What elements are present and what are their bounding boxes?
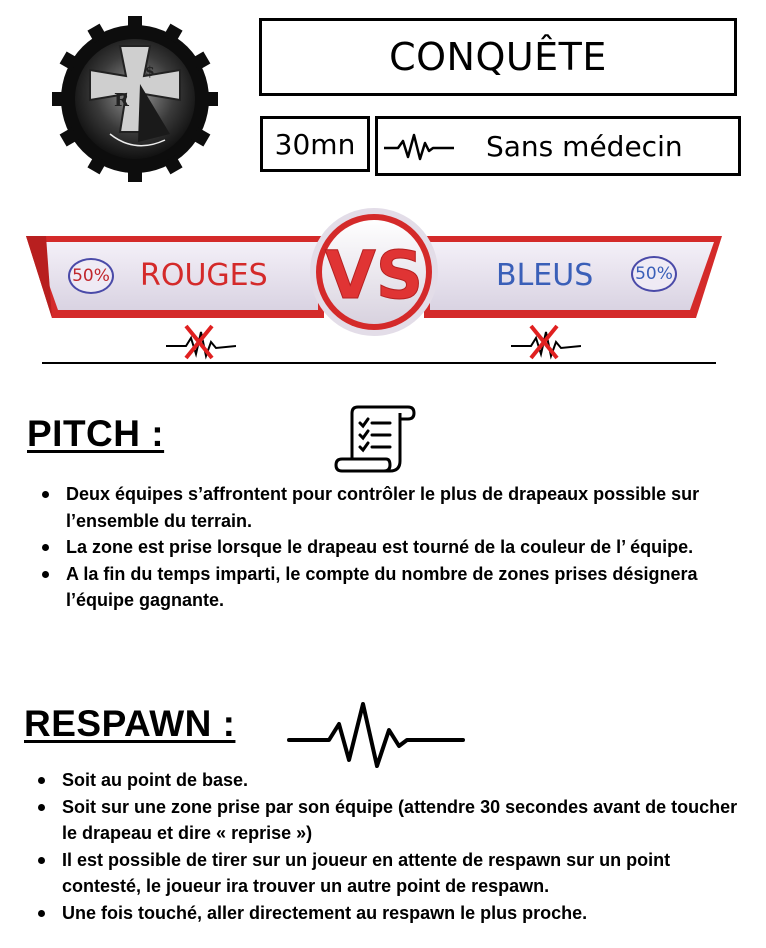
medic-rule-box <box>375 116 741 176</box>
list-item: Il est possible de tirer sur un joueur en attente de respawn sur un point contesté, le joueur ira trouver un autre point de respawn. <box>36 847 746 900</box>
game-mode-title: CONQUÊTE <box>259 18 737 96</box>
list-item: Soit au point de base. <box>36 767 746 794</box>
divider <box>42 362 716 364</box>
svg-text:R: R <box>114 90 129 111</box>
no-medic-icon <box>511 320 581 364</box>
team-red-label: ROUGES <box>140 258 268 293</box>
list-item: La zone est prise lorsque le drapeau est tourné de la couleur de l’ équipe. <box>40 534 740 561</box>
team-reapers-logo <box>50 14 220 184</box>
heartbeat-icon <box>384 131 454 163</box>
list-item: Une fois touché, aller directement au respawn le plus proche. <box>36 900 746 927</box>
list-item: Deux équipes s’affrontent pour contrôler le plus de drapeaux possible sur l’ensemble du terrain. <box>40 481 740 534</box>
blue-share-badge: 50% <box>631 256 677 292</box>
svg-text:$: $ <box>145 64 155 80</box>
scroll-checklist-icon <box>334 405 416 475</box>
medic-rule-label: Sans médecin <box>486 130 683 163</box>
vs-text: VS <box>324 237 424 314</box>
respawn-heading: RESPAWN : <box>24 703 236 744</box>
duration-label: 30mn <box>260 116 370 172</box>
no-medic-icon <box>166 320 236 364</box>
versus-banner <box>22 206 726 336</box>
red-share-badge: 50% <box>68 258 114 294</box>
respawn-list <box>36 767 746 926</box>
list-item: Soit sur une zone prise par son équipe (attendre 30 secondes avant de toucher le drapeau et dire « reprise ») <box>36 794 746 847</box>
pitch-heading: PITCH : <box>27 413 165 454</box>
list-item: A la fin du temps imparti, le compte du nombre de zones prises désignera l’équipe gagnante. <box>40 561 740 614</box>
heartbeat-icon <box>287 700 465 770</box>
team-blue-label: BLEUS <box>496 258 594 293</box>
pitch-list <box>40 481 740 614</box>
